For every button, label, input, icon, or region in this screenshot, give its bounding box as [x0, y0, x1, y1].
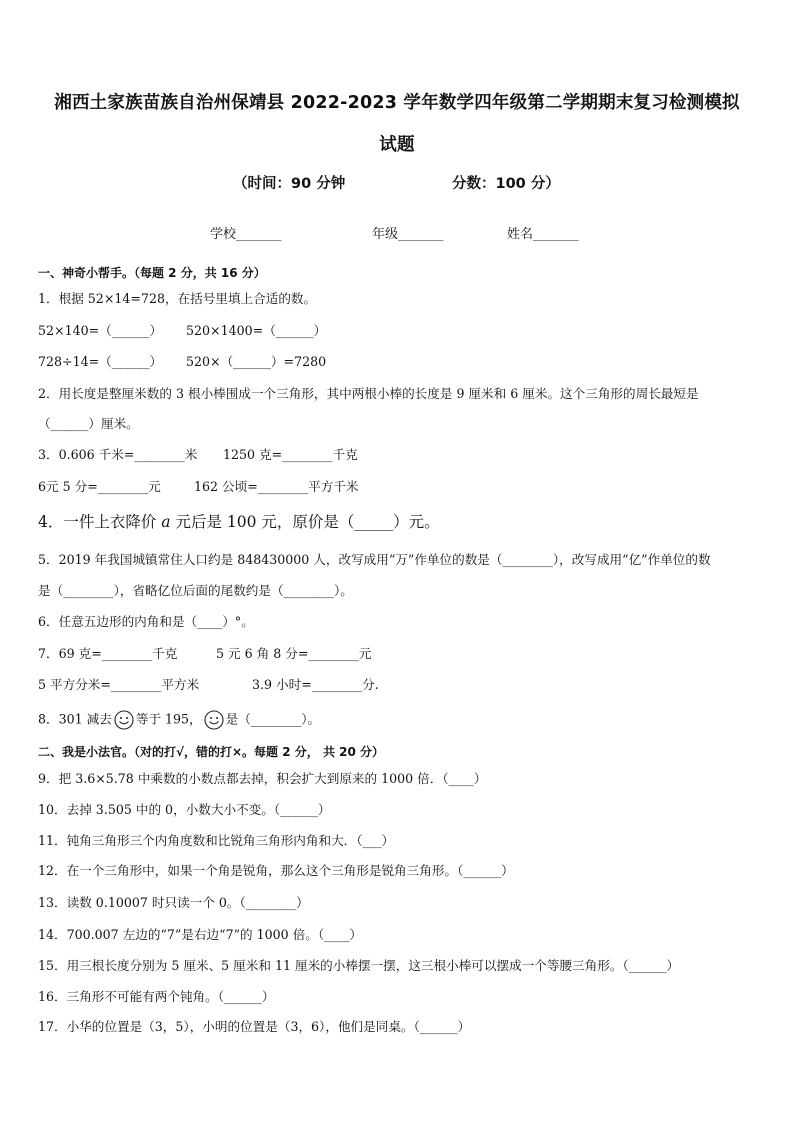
question-9: 9．把 3.6×5.78 中乘数的小数点都去掉，积会扩大到原来的 1000 倍．（____） — [38, 771, 487, 786]
question-12: 12．在一个三角形中，如果一个角是锐角，那么这个三角形是锐角三角形。（______） — [38, 863, 514, 878]
question-1d: 520×（______）=7280 — [186, 354, 327, 369]
document-title-continued: 试题 — [379, 135, 415, 155]
question-3d: 162 公顷=________平方千米 — [194, 479, 359, 494]
question-8-part-2: 等于 195， — [135, 711, 202, 727]
question-2: 2．用长度是整厘米数的 3 根小棒围成一个三角形，其中两根小棒的长度是 9 厘米和 6 厘米。这个三角形的周长最短是 — [38, 386, 699, 401]
question-11: 11．钝角三角形三个内角度数和比锐角三角形内角和大．（___） — [38, 833, 395, 848]
question-15: 15．用三根长度分别为 5 厘米、5 厘米和 11 厘米的小棒摆一摆，这三根小棒可以摆成一个等腰三角形。（______） — [38, 958, 680, 973]
grade-field[interactable]: 年级_______ — [372, 227, 444, 242]
question-8-part-1: 8．301 减去 — [38, 711, 112, 727]
question-3c: 6元 5 分=________元 — [38, 479, 161, 494]
question-10: 10．去掉 3.505 中的 0，小数大小不变。（______） — [38, 802, 331, 817]
question-7a: 7．69 克=________千克 — [38, 646, 178, 661]
question-13: 13．读数 0.10007 时只读一个 0。（________） — [38, 895, 309, 910]
question-3b: 1250 克=________千克 — [223, 447, 358, 462]
question-1a: 52×140=（______） — [38, 323, 163, 338]
section-2-heading: 二、我是小法官。（对的打√，错的打×。每题 2 分， 共 20 分） — [38, 745, 384, 759]
question-2-continued: （______）厘米。 — [38, 416, 139, 431]
question-1c: 728÷14=（______） — [38, 354, 163, 369]
document-title: 湘西土家族苗族自治州保靖县 2022-2023 学年数学四年级第二学期期末复习检测模拟 — [54, 93, 740, 113]
exam-score: 分数：100 分） — [452, 176, 560, 192]
question-16: 16．三角形不可能有两个钝角。（______） — [38, 989, 275, 1004]
question-3a: 3．0.606 千米=________米 — [38, 447, 198, 462]
question-7c: 5 平方分米=________平方米 — [38, 677, 200, 692]
smiley-face-icon — [204, 710, 224, 730]
exam-time: （时间：90 分钟 — [233, 176, 346, 192]
question-4: 4．一件上衣降价 𝑎 元后是 100 元，原价是（_____）元。 — [38, 513, 440, 531]
question-14: 14．700.007 左边的“7”是右边“7”的 1000 倍。（____） — [38, 927, 362, 942]
name-field[interactable]: 姓名_______ — [507, 227, 579, 242]
question-5: 5．2019 年我国城镇常住人口约是 848430000 人，改写成用“万”作单位的数是（________），改写成用“亿”作单位的数 — [38, 552, 711, 567]
question-8-part-3: 是（________）。 — [225, 711, 321, 727]
question-17: 17．小华的位置是（3，5），小明的位置是（3，6），他们是同桌。（______） — [38, 1019, 471, 1034]
question-1: 1．根据 52×14=728，在括号里填上合适的数。 — [38, 291, 317, 306]
school-field[interactable]: 学校_______ — [210, 227, 282, 242]
question-1b: 520×1400=（______） — [186, 323, 327, 338]
smiley-face-icon — [114, 710, 134, 730]
question-7d: 3.9 小时=________分. — [252, 677, 379, 692]
question-6: 6．任意五边形的内角和是（____）°。 — [38, 614, 254, 629]
section-1-heading: 一、神奇小帮手。（每题 2 分，共 16 分） — [38, 266, 266, 280]
question-8 — [38, 710, 766, 730]
question-7b: 5 元 6 角 8 分=________元 — [216, 646, 372, 661]
question-5-continued: 是（________），省略亿位后面的尾数约是（________）。 — [38, 583, 353, 598]
